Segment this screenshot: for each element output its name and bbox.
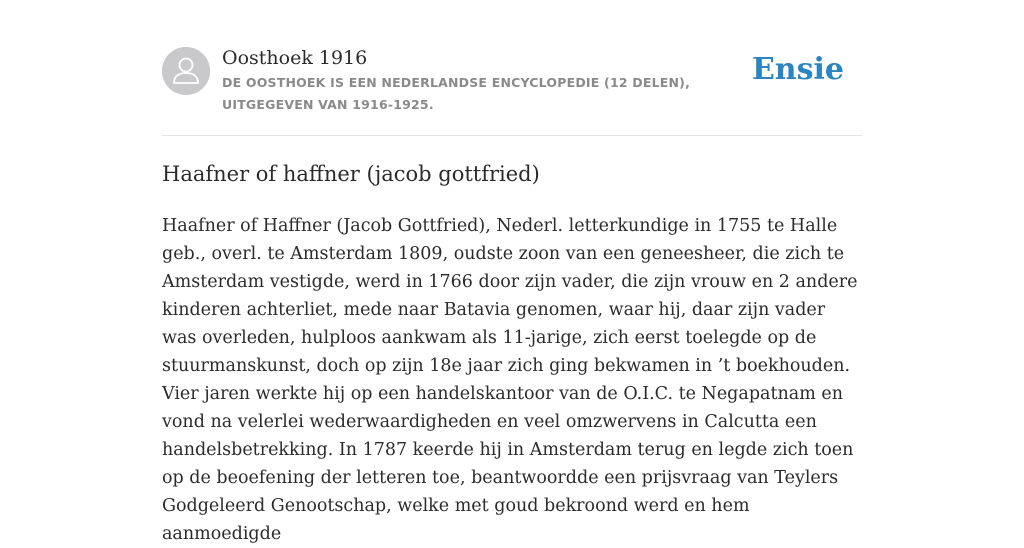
- source-header: [162, 46, 862, 136]
- user-icon: [162, 47, 210, 95]
- article-title: Haafner of haffner (jacob gottfried): [162, 162, 540, 186]
- article-body: Haafner of Haffner (Jacob Gottfried), Nederl. letterkundige in 1755 te Halle geb., overl. te Amsterdam 1809, oudste zoon van een geneesheer, die zich te Amsterdam vestigde, werd in 1766 door zijn vader, die zijn vrouw en 2 andere kinderen achterliet, mede naar Batavia genomen, waar hij, daar zijn vader was overleden, hulploos aankwam als 11-jarige, zich eerst toelegde op de stuurmanskunst, doch op zijn 18e jaar zich ging bekwamen in ’t boekhouden. Vier jaren werkte hij op een handelskantoor van de O.I.C. te Negapatnam en vond na velerlei wederwaardigheden en veel omzwervens in Calcutta een handelsbetrekking. In 1787 keerde hij in Amsterdam terug en legde zich toen op de beoefening der letteren toe, beantwoordde een prijsvraag van Teylers Godgeleerd Genootschap, welke met goud bekroond werd en hem aanmoedigde: [162, 216, 858, 544]
- header-divider: [162, 135, 862, 136]
- source-title[interactable]: Oosthoek 1916: [222, 47, 368, 69]
- source-description: DE OOSTHOEK IS EEN NEDERLANDSE ENCYCLOPEDIE (12 DELEN), UITGEGEVEN VAN 1916-1925.: [222, 75, 691, 112]
- ensie-logo[interactable]: Ensie: [751, 52, 844, 87]
- source-avatar[interactable]: [162, 47, 210, 95]
